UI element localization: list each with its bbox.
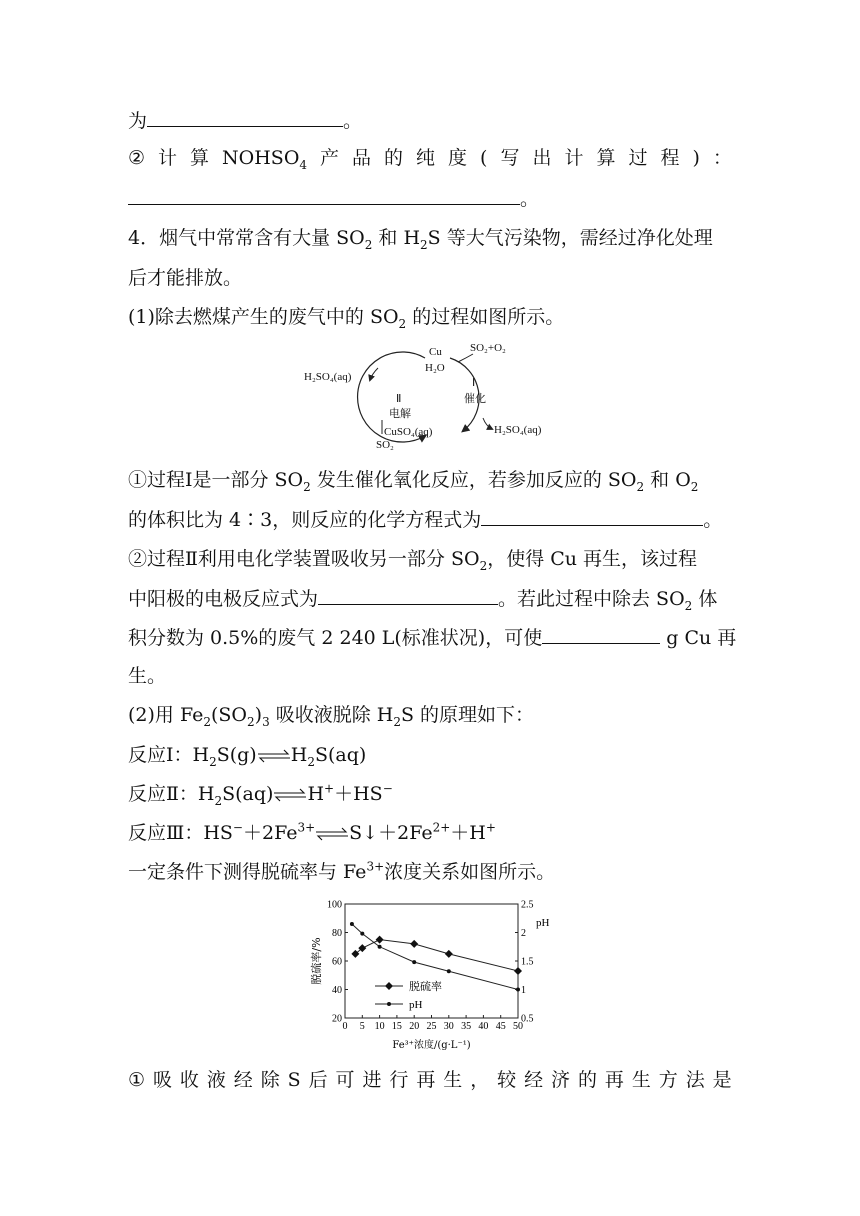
label-cu: Cu bbox=[429, 346, 442, 358]
text: S 等大气污染物，需经过净化处理 bbox=[427, 227, 713, 249]
text: 和 O bbox=[644, 469, 691, 491]
point-ph bbox=[350, 922, 354, 926]
text-token: 生 bbox=[443, 1069, 463, 1091]
text-token: ① bbox=[128, 1069, 146, 1091]
question-2-line bbox=[128, 146, 732, 170]
text-token: 较 bbox=[497, 1069, 517, 1091]
text-token: 写 bbox=[500, 147, 520, 169]
sub: 2 bbox=[479, 558, 488, 573]
text-token: 品 bbox=[352, 147, 372, 169]
text-token: 经 bbox=[524, 1069, 544, 1091]
text: 一定条件下测得脱硫率与 Fe bbox=[128, 861, 367, 883]
question-4-line-2 bbox=[128, 266, 242, 290]
sup: 2+ bbox=[432, 820, 451, 835]
x-tick-label: 35 bbox=[461, 1021, 472, 1032]
text-token: ) bbox=[692, 147, 700, 169]
label-cuso4: CuSO₄(aq) bbox=[384, 426, 433, 438]
answer-blank-3[interactable] bbox=[481, 507, 703, 526]
x-tick-label: 10 bbox=[374, 1021, 385, 1032]
text-token: ： bbox=[712, 147, 732, 169]
text-token: 收 bbox=[179, 1069, 199, 1091]
x-tick-label: 5 bbox=[359, 1021, 365, 1032]
output-arrow-right bbox=[483, 418, 492, 429]
equilibrium-arrow-icon bbox=[315, 827, 349, 841]
point-desulfurization bbox=[514, 967, 522, 975]
equilibrium-arrow-icon bbox=[273, 788, 307, 802]
y-left-tick-label: 60 bbox=[332, 956, 342, 968]
text-token: 纯 bbox=[416, 147, 436, 169]
label-process-1: Ⅰ bbox=[472, 377, 476, 389]
y-right-tick-label: 2.5 bbox=[521, 899, 534, 911]
text: ＋HS bbox=[334, 783, 383, 805]
sub: 2 bbox=[636, 479, 645, 494]
text: H bbox=[290, 744, 308, 766]
text: 生。 bbox=[128, 665, 167, 687]
text-token: 进 bbox=[362, 1069, 382, 1091]
text: 。 bbox=[703, 509, 723, 531]
sub-1-line-1 bbox=[128, 468, 732, 492]
text: 后才能排放。 bbox=[128, 267, 243, 289]
sub: 2 bbox=[303, 479, 311, 494]
text-token: 后 bbox=[308, 1069, 328, 1091]
text-token: 法 bbox=[685, 1069, 705, 1091]
text: S 的原理如下： bbox=[401, 704, 535, 726]
text-token: 行 bbox=[389, 1069, 409, 1091]
y-left-tick-label: 100 bbox=[327, 899, 342, 911]
label-electrolysis: 电解 bbox=[389, 408, 411, 420]
sup: 3+ bbox=[297, 820, 316, 835]
text: 。若此过程中除去 SO bbox=[498, 588, 685, 610]
sub-2-line-1 bbox=[128, 547, 697, 571]
text: S(aq) bbox=[222, 783, 274, 805]
text-token: ( bbox=[480, 147, 488, 169]
reaction-2 bbox=[128, 782, 393, 806]
reaction-1 bbox=[128, 743, 366, 767]
text: 和 H bbox=[372, 227, 421, 249]
sub: 2 bbox=[247, 714, 255, 729]
text: 吸收液脱除 H bbox=[269, 704, 394, 726]
text: (SO bbox=[210, 704, 247, 726]
segment bbox=[128, 468, 698, 492]
label-h2so4-left: H₂SO₄(aq) bbox=[304, 371, 352, 383]
text: 中阳极的电极反应式为 bbox=[128, 588, 319, 610]
sub: 2 bbox=[214, 793, 223, 808]
input-arrow bbox=[458, 354, 473, 362]
text: ) bbox=[254, 704, 263, 726]
text-token: 液 bbox=[206, 1069, 226, 1091]
text-token: 再 bbox=[416, 1069, 436, 1091]
reaction-3 bbox=[128, 821, 496, 845]
sub: 2 bbox=[393, 714, 401, 729]
sub-2-line-2 bbox=[128, 586, 717, 611]
text: (1)除去燃煤产生的废气中的 SO bbox=[128, 306, 399, 328]
x-tick-label: 30 bbox=[443, 1021, 454, 1032]
text: ，使得 Cu 再生，该过程 bbox=[487, 548, 698, 570]
sub: 2 bbox=[684, 598, 693, 613]
text: 为 bbox=[128, 110, 148, 132]
point-ph bbox=[360, 932, 364, 936]
text-token: 程 bbox=[660, 147, 680, 169]
text: (2)用 Fe bbox=[128, 704, 204, 726]
text: S↓＋2Fe bbox=[349, 822, 433, 844]
text-token: 计 bbox=[158, 147, 178, 169]
point-desulfurization bbox=[445, 950, 453, 958]
sub: 2 bbox=[307, 754, 315, 769]
y-right-axis-label: pH bbox=[536, 917, 550, 929]
text: S(g) bbox=[216, 744, 257, 766]
y-right-tick-label: 2 bbox=[521, 928, 526, 939]
text: 4．烟气中常常含有大量 SO bbox=[128, 227, 365, 249]
y-left-tick-label: 80 bbox=[332, 928, 342, 939]
sub-2-line-4 bbox=[128, 664, 166, 688]
text-token: NOHSO bbox=[222, 147, 300, 169]
text: ＋H bbox=[450, 822, 486, 844]
text: 体 bbox=[692, 588, 718, 610]
sub: 4 bbox=[299, 157, 308, 172]
x-tick-label: 45 bbox=[495, 1021, 506, 1032]
point-ph bbox=[378, 945, 382, 949]
sub-1-line-2 bbox=[128, 507, 722, 532]
text-token: 过 bbox=[628, 147, 648, 169]
condition-line bbox=[128, 860, 555, 884]
sub-2-line-3 bbox=[128, 625, 736, 650]
label-h2so4-right: H₂SO₄(aq) bbox=[494, 424, 542, 436]
text-token: S bbox=[287, 1069, 301, 1091]
text: H bbox=[307, 783, 325, 805]
text: 浓度关系如图所示。 bbox=[384, 861, 556, 883]
text: 反应Ⅰ：H bbox=[128, 744, 210, 766]
text: 。 bbox=[520, 188, 540, 210]
x-tick-label: 40 bbox=[478, 1021, 489, 1032]
text-token: 再 bbox=[604, 1069, 624, 1091]
sub: 2 bbox=[364, 237, 373, 252]
text-token: 是 bbox=[712, 1069, 732, 1091]
answer-blank-1[interactable] bbox=[147, 108, 343, 127]
answer-blank-5[interactable] bbox=[542, 625, 660, 644]
text-token: 方 bbox=[658, 1069, 678, 1091]
point-desulfurization bbox=[410, 940, 418, 948]
sub: 2 bbox=[420, 237, 428, 252]
text-token: 的 bbox=[577, 1069, 597, 1091]
y-right-tick-label: 1.5 bbox=[521, 956, 534, 968]
text: 发生催化氧化反应，若参加反应的 SO bbox=[310, 469, 637, 491]
x-tick-label: 50 bbox=[513, 1021, 523, 1032]
text: S(aq) bbox=[314, 744, 367, 766]
x-axis-label: Fe³⁺浓度/(g·L⁻¹) bbox=[392, 1040, 471, 1051]
label-so2-o2: SO₂+O₂ bbox=[470, 342, 506, 354]
point-ph bbox=[447, 969, 451, 973]
part-1-intro bbox=[128, 305, 564, 329]
sub: 2 bbox=[690, 479, 699, 494]
answer-line-1 bbox=[128, 108, 362, 133]
label-process-2: Ⅱ bbox=[396, 393, 402, 405]
text-token: 的 bbox=[384, 147, 404, 169]
text-token: 算 bbox=[190, 147, 210, 169]
sub: 3 bbox=[262, 714, 270, 729]
label-so2-bottom: SO₂ bbox=[376, 439, 394, 451]
label-catalysis: 催化 bbox=[464, 393, 486, 405]
sub: 2 bbox=[209, 754, 217, 769]
text-token: 除 bbox=[260, 1069, 280, 1091]
x-tick-label: 20 bbox=[409, 1021, 420, 1032]
text-token: 吸 bbox=[152, 1069, 172, 1091]
legend-marker-desulfurization bbox=[385, 982, 393, 990]
text-token: 济 bbox=[551, 1069, 571, 1091]
answer-blank-4[interactable] bbox=[318, 586, 498, 605]
sup: + bbox=[324, 781, 335, 796]
text: ＋2Fe bbox=[242, 822, 298, 844]
series-line-desulfurization bbox=[355, 940, 518, 971]
text-token: ， bbox=[470, 1069, 490, 1091]
part-2-intro bbox=[128, 703, 534, 727]
y-left-tick-label: 20 bbox=[332, 1013, 342, 1025]
text: 反应Ⅱ：H bbox=[128, 783, 215, 805]
text: 的过程如图所示。 bbox=[406, 306, 565, 328]
text-token: 算 bbox=[596, 147, 616, 169]
y-right-tick-label: 0.5 bbox=[521, 1013, 534, 1025]
x-tick-label: 25 bbox=[426, 1021, 437, 1032]
y-right-tick-label: 1 bbox=[521, 985, 526, 996]
plot-frame bbox=[345, 904, 518, 1018]
x-tick-label: 15 bbox=[391, 1021, 402, 1032]
text: 。 bbox=[343, 110, 363, 132]
text: ①过程Ⅰ是一部分 SO bbox=[128, 469, 304, 491]
y-left-tick-label: 40 bbox=[332, 985, 342, 996]
text-token: ② bbox=[128, 147, 146, 169]
legend-label-desulfurization: 脱硫率 bbox=[409, 980, 442, 993]
sub-last-line bbox=[128, 1068, 732, 1092]
label-h2o: H₂O bbox=[425, 362, 445, 374]
text-token bbox=[222, 146, 307, 170]
point-ph bbox=[412, 960, 416, 964]
text: 积分数为 0.5%的废气 2 240 L(标准状况)，可使 bbox=[128, 627, 543, 649]
text-token: 经 bbox=[233, 1069, 253, 1091]
text-token: 可 bbox=[335, 1069, 355, 1091]
equilibrium-arrow-icon bbox=[257, 749, 291, 763]
sub: 2 bbox=[398, 316, 407, 331]
text-token: 出 bbox=[532, 147, 552, 169]
text-token: 度 bbox=[448, 147, 468, 169]
sub: 2 bbox=[203, 714, 211, 729]
text-token: 产 bbox=[320, 147, 340, 169]
sup: + bbox=[485, 820, 496, 835]
legend-label-ph: pH bbox=[409, 999, 423, 1011]
desulfurization-chart bbox=[300, 890, 570, 1058]
y-left-axis-label: 脱硫率/% bbox=[310, 937, 323, 985]
sup: − bbox=[232, 820, 243, 835]
answer-blank-2[interactable] bbox=[128, 186, 520, 205]
question-4-line-1 bbox=[128, 226, 713, 250]
text: g Cu 再 bbox=[660, 627, 737, 649]
text: ②过程Ⅱ利用电化学装置吸收另一部分 SO bbox=[128, 548, 480, 570]
answer-line-2 bbox=[128, 186, 539, 211]
so2-cycle-diagram bbox=[298, 336, 568, 456]
output-arrow-left bbox=[370, 368, 378, 380]
point-desulfurization bbox=[376, 936, 384, 944]
sup: − bbox=[382, 781, 393, 796]
point-ph bbox=[516, 988, 520, 992]
text-token: 计 bbox=[564, 147, 584, 169]
legend-marker-ph bbox=[387, 1002, 391, 1006]
text: 的体积比为 4∶3，则反应的化学方程式为 bbox=[128, 509, 482, 531]
sup: 3+ bbox=[366, 859, 385, 874]
text-token: 生 bbox=[631, 1069, 651, 1091]
x-tick-label: 0 bbox=[342, 1021, 348, 1032]
text: 反应Ⅲ：HS bbox=[128, 822, 233, 844]
